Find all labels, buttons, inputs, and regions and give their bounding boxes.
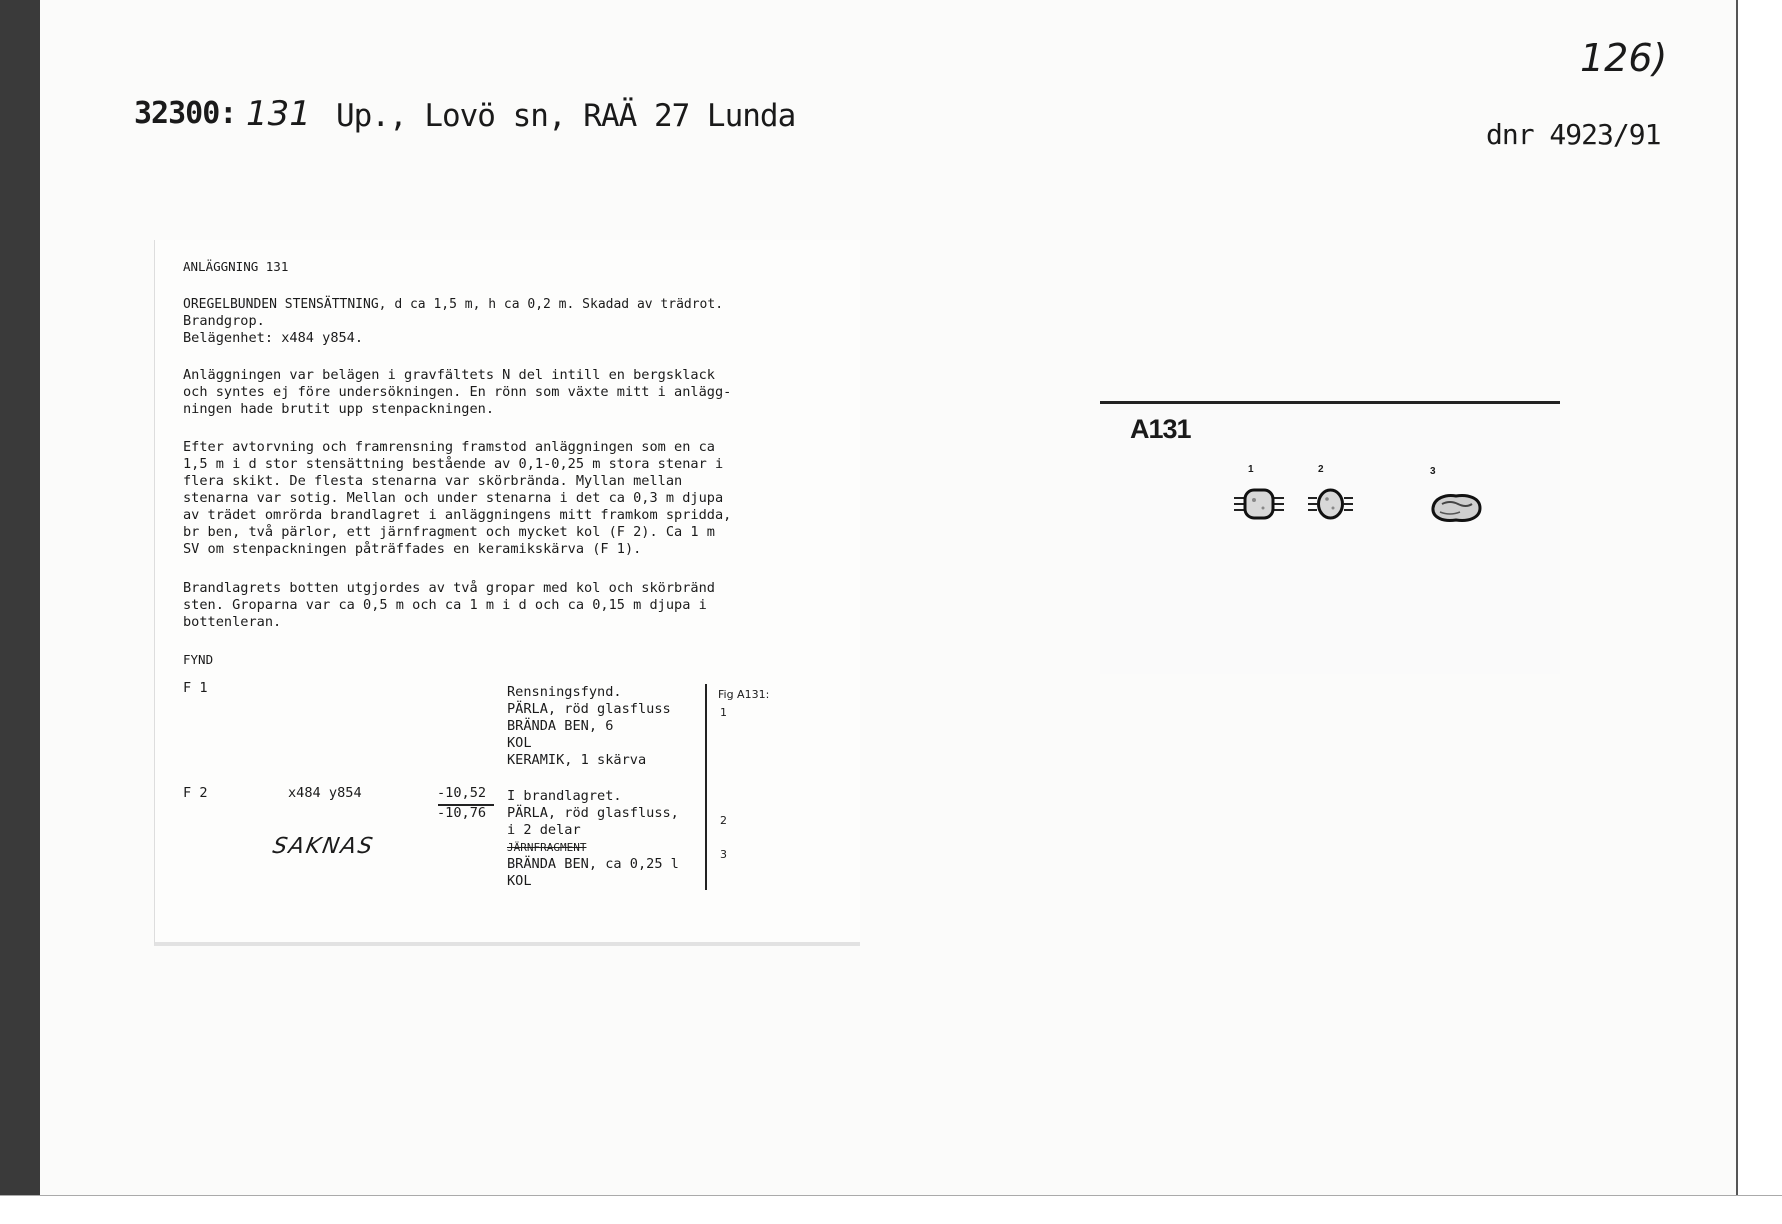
paragraph-line: Efter avtorvning och framrensning framstod anläggningen som en ca <box>183 439 715 455</box>
find-line: KERAMIK, 1 skärva <box>507 752 647 768</box>
paragraph-line: ningen hade brutit upp stenpackningen. <box>183 401 494 417</box>
site-name: Up., Lovö sn, RAÄ 27 Lunda <box>336 98 796 134</box>
summary-line: Belägenhet: x484 y854. <box>183 330 364 346</box>
paragraph-line: br ben, två pärlor, ett järnfragment och mycket kol (F 2). Ca 1 m <box>183 524 715 540</box>
paragraph-line: och syntes ej före undersökningen. En rönn som växte mitt i anlägg- <box>183 384 732 400</box>
paragraph-line: 1,5 m i d stor stensättning bestående av 0,1-0,25 m stora stenar i <box>183 456 724 472</box>
slip-title: ANLÄGGNING 131 <box>183 259 289 274</box>
catalog-number: 32300: <box>134 96 237 131</box>
fig-ref: 1 <box>720 706 727 719</box>
artifact-figure-panel <box>1100 401 1560 674</box>
handwritten-note: SAKNAS <box>270 834 377 859</box>
dnr-number: dnr 4923/91 <box>1486 118 1661 151</box>
summary-line: OREGELBUNDEN STENSÄTTNING, d ca 1,5 m, h ca 0,2 m. Skadad av trädrot. <box>183 297 724 312</box>
paragraph-line: stenarna var sotig. Mellan och under stenarna i det ca 0,3 m djupa <box>183 490 724 506</box>
bead-drawing-2 <box>1306 484 1356 524</box>
find-line: Rensningsfynd. <box>507 684 622 700</box>
paragraph-line: Brandlagrets botten utgjordes av två gropar med kol och skörbränd <box>183 580 715 596</box>
paragraph-line: Anläggningen var belägen i gravfältets N del intill en bergsklack <box>183 367 715 383</box>
find-line-struck: JÄRNFRAGMENT <box>507 841 587 854</box>
paragraph-line: sten. Groparna var ca 0,5 m och ca 1 m i d och ca 0,15 m djupa i <box>183 597 707 613</box>
paragraph-line: flera skikt. De flesta stenarna var skörbrända. Myllan mellan <box>183 473 683 489</box>
fig-ref: 3 <box>720 848 727 861</box>
iron-fragment-drawing <box>1428 490 1484 526</box>
summary-line: Brandgrop. <box>183 313 265 329</box>
find-depth-top: -10,52 <box>437 785 487 801</box>
figure-number: 3 <box>1430 466 1436 477</box>
find-coords: x484 y854 <box>288 785 362 801</box>
find-line: KOL <box>507 873 532 889</box>
find-line: BRÄNDA BEN, ca 0,25 l <box>507 856 679 872</box>
description-slip <box>154 240 860 946</box>
paragraph-line: SV om stenpackningen påträffades en keramikskärva (F 1). <box>183 541 642 557</box>
find-depth-bottom: -10,76 <box>437 805 487 821</box>
card-edge <box>1736 0 1782 1223</box>
figure-number: 1 <box>1248 464 1254 475</box>
find-line: PÄRLA, röd glasfluss <box>507 701 671 717</box>
handwritten-page-number: 126) <box>1580 36 1668 80</box>
find-line: I brandlagret. <box>507 788 622 804</box>
fig-ref: 2 <box>720 814 727 827</box>
fig-column-divider <box>705 684 707 890</box>
find-line: BRÄNDA BEN, 6 <box>507 718 614 734</box>
paragraph-line: bottenleran. <box>183 614 282 630</box>
fynd-heading: FYND <box>183 652 214 667</box>
figure-title: A131 <box>1130 414 1191 444</box>
handwritten-catalog-suffix: 131 <box>246 94 311 134</box>
find-id: F 2 <box>183 785 208 801</box>
find-line: KOL <box>507 735 532 751</box>
find-line: i 2 delar <box>507 822 581 838</box>
card-bottom-edge <box>0 1195 1782 1224</box>
fig-heading: Fig A131: <box>718 688 770 701</box>
bead-drawing-1 <box>1232 484 1286 524</box>
paragraph-line: av trädet omrörda brandlagret i anläggningens mitt framkom spridda, <box>183 507 732 523</box>
find-id: F 1 <box>183 680 208 696</box>
figure-number: 2 <box>1318 464 1324 475</box>
find-line: PÄRLA, röd glasfluss, <box>507 805 679 821</box>
